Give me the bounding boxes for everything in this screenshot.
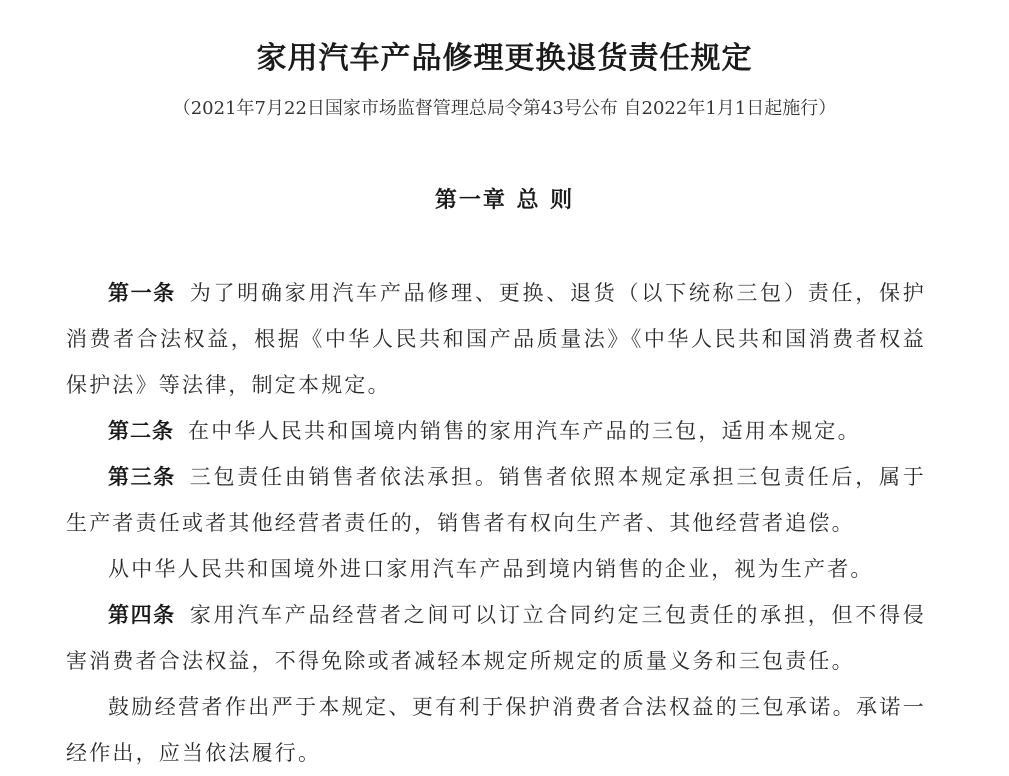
- paragraph-text: 三包责任由销售者依法承担。销售者依照本规定承担三包责任后，属于生产者责任或者其他经营者责任的，销售者有权向生产者、其他经营者追偿。: [66, 465, 927, 535]
- article-label: 第四条: [108, 603, 176, 627]
- article-4-paragraph: [66, 592, 926, 684]
- article-label: 第三条: [108, 465, 176, 489]
- document-title: 家用汽车产品修理更换退货责任规定: [256, 41, 753, 76]
- paragraph-text: 从中华人民共和国境外进口家用汽车产品到境内销售的企业，视为生产者。: [108, 557, 874, 581]
- chapter-heading: 第一章 总 则: [434, 187, 575, 213]
- paragraph-text: 鼓励经营者作出严于本规定、更有利于保护消费者合法权益的三包承诺。承诺一经作出，应当依法履行。: [66, 695, 926, 765]
- article-3-continuation-paragraph: [66, 546, 926, 592]
- paragraph-text: 在中华人民共和国境内销售的家用汽车产品的三包，适用本规定。: [188, 419, 861, 443]
- article-1-paragraph: [66, 270, 926, 408]
- paragraph-text: 为了明确家用汽车产品修理、更换、退货（以下统称三包）责任，保护消费者合法权益，根据《中华人民共和国产品质量法》《中华人民共和国消费者权益保护法》等法律，制定本规定。: [66, 281, 927, 397]
- paragraph-text: 家用汽车产品经营者之间可以订立合同约定三包责任的承担，但不得侵害消费者合法权益，不得免除或者减轻本规定所规定的质量义务和三包责任。: [66, 603, 927, 673]
- document-subtitle: （2021年7月22日国家市场监督管理总局令第43号公布 自2022年1月1日起施行）: [172, 98, 837, 119]
- article-4-continuation-paragraph: [66, 684, 926, 776]
- article-label: 第二条: [108, 419, 174, 443]
- article-3-paragraph: [66, 454, 926, 546]
- article-label: 第一条: [108, 281, 176, 305]
- article-2-paragraph: [66, 408, 926, 454]
- document-body: [66, 270, 926, 776]
